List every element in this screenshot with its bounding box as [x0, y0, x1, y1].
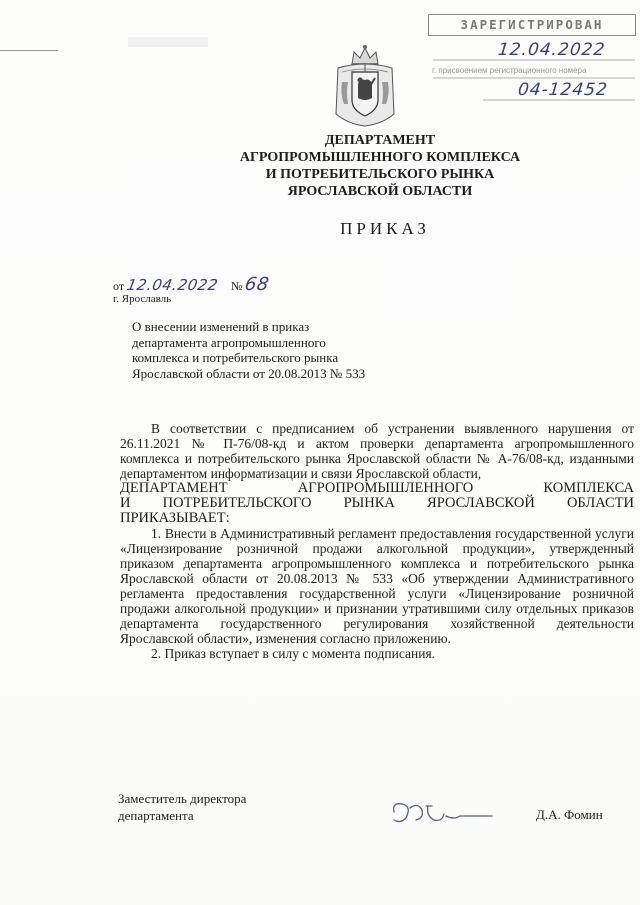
order-number-handwritten: 68	[243, 274, 272, 295]
order-item-1: 1. Внести в Административный регламент предоставления государственной услуги «Лицензирование розничной продажи алкогольной продукции», утвержденный приказом департамента агропромышленного комплекса и потребительского рынка Ярославской области от 20.08.2013 № 533 «Об утверждении Административного регламента предоставления государственной услуги «Лицензирование розничной продажи алкогольной продукции» и признании утратившими силу отдельных приказов департамента государственного регулирования хозяйственной деятельности Ярославской области», изменения согласно приложению.	[120, 526, 634, 646]
order-date-handwritten: 12.04.2022	[125, 276, 220, 294]
orders-label: ПРИКАЗЫВАЕТ:	[120, 510, 230, 526]
order-title: ПРИКАЗ	[340, 219, 430, 238]
handwritten-signature-icon	[388, 798, 498, 828]
registration-stamp-title: ЗАРЕГИСТРИРОВАН	[428, 14, 636, 36]
registration-stamp-note: г. присвоением регистрационного номера	[432, 66, 587, 75]
department-header-line: И ПОТРЕБИТЕЛЬСКОГО РЫНКА	[265, 167, 495, 182]
order-number-label: №	[230, 279, 243, 293]
order-city: г. Ярославль	[113, 293, 172, 305]
signatory-position-line: Заместитель директора	[118, 791, 247, 806]
registration-date-handwritten: 12.04.2022	[496, 40, 607, 60]
department-line-2: И ПОТРЕБИТЕЛЬСКОГО РЫНКА ЯРОСЛАВСКОЙ ОБЛАСТИ	[120, 495, 634, 511]
order-preamble: В соответствии с предписанием об устранении выявленного нарушения от 26.11.2021 № П-76/08-кд и актом проверки департамента агропромышленного комплекса и потребительского рынка Ярославской области № А-76/08-кд, изданными департаментом информатизации и связи Ярославской области,	[120, 421, 634, 481]
signatory-position	[118, 790, 246, 824]
registration-number-handwritten: 04-12452	[516, 80, 609, 100]
stamp-frame	[423, 16, 637, 101]
signatory-name: Д.А. Фомин	[536, 807, 603, 822]
department-header-line: АГРОПРОМЫШЛЕННОГО КОМПЛЕКСА	[239, 150, 521, 165]
department-header-line: ЯРОСЛАВСКОЙ ОБЛАСТИ	[287, 184, 473, 199]
department-header-line: ДЕПАРТАМЕНТ	[324, 133, 436, 148]
scan-edge-mark	[0, 50, 58, 51]
order-item-2: 2. Приказ вступает в силу с момента подписания.	[151, 646, 436, 661]
department-line-1: ДЕПАРТАМЕНТ АГРОПРОМЫШЛЕННОГО КОМПЛЕКСА	[120, 480, 634, 496]
signatory-position-line: департамента	[118, 808, 194, 823]
order-from-label: от	[113, 279, 125, 293]
order-subject: О внесении изменений в приказ департамента агропромышленного комплекса и потребительского рынка Ярославской области от 20.08.2013 № 533	[132, 319, 366, 381]
order-date-number-line	[113, 274, 272, 295]
coat-of-arms-icon	[332, 42, 398, 128]
department-header	[140, 132, 620, 200]
order-body	[120, 421, 634, 661]
scan-ghost-text	[128, 37, 208, 47]
